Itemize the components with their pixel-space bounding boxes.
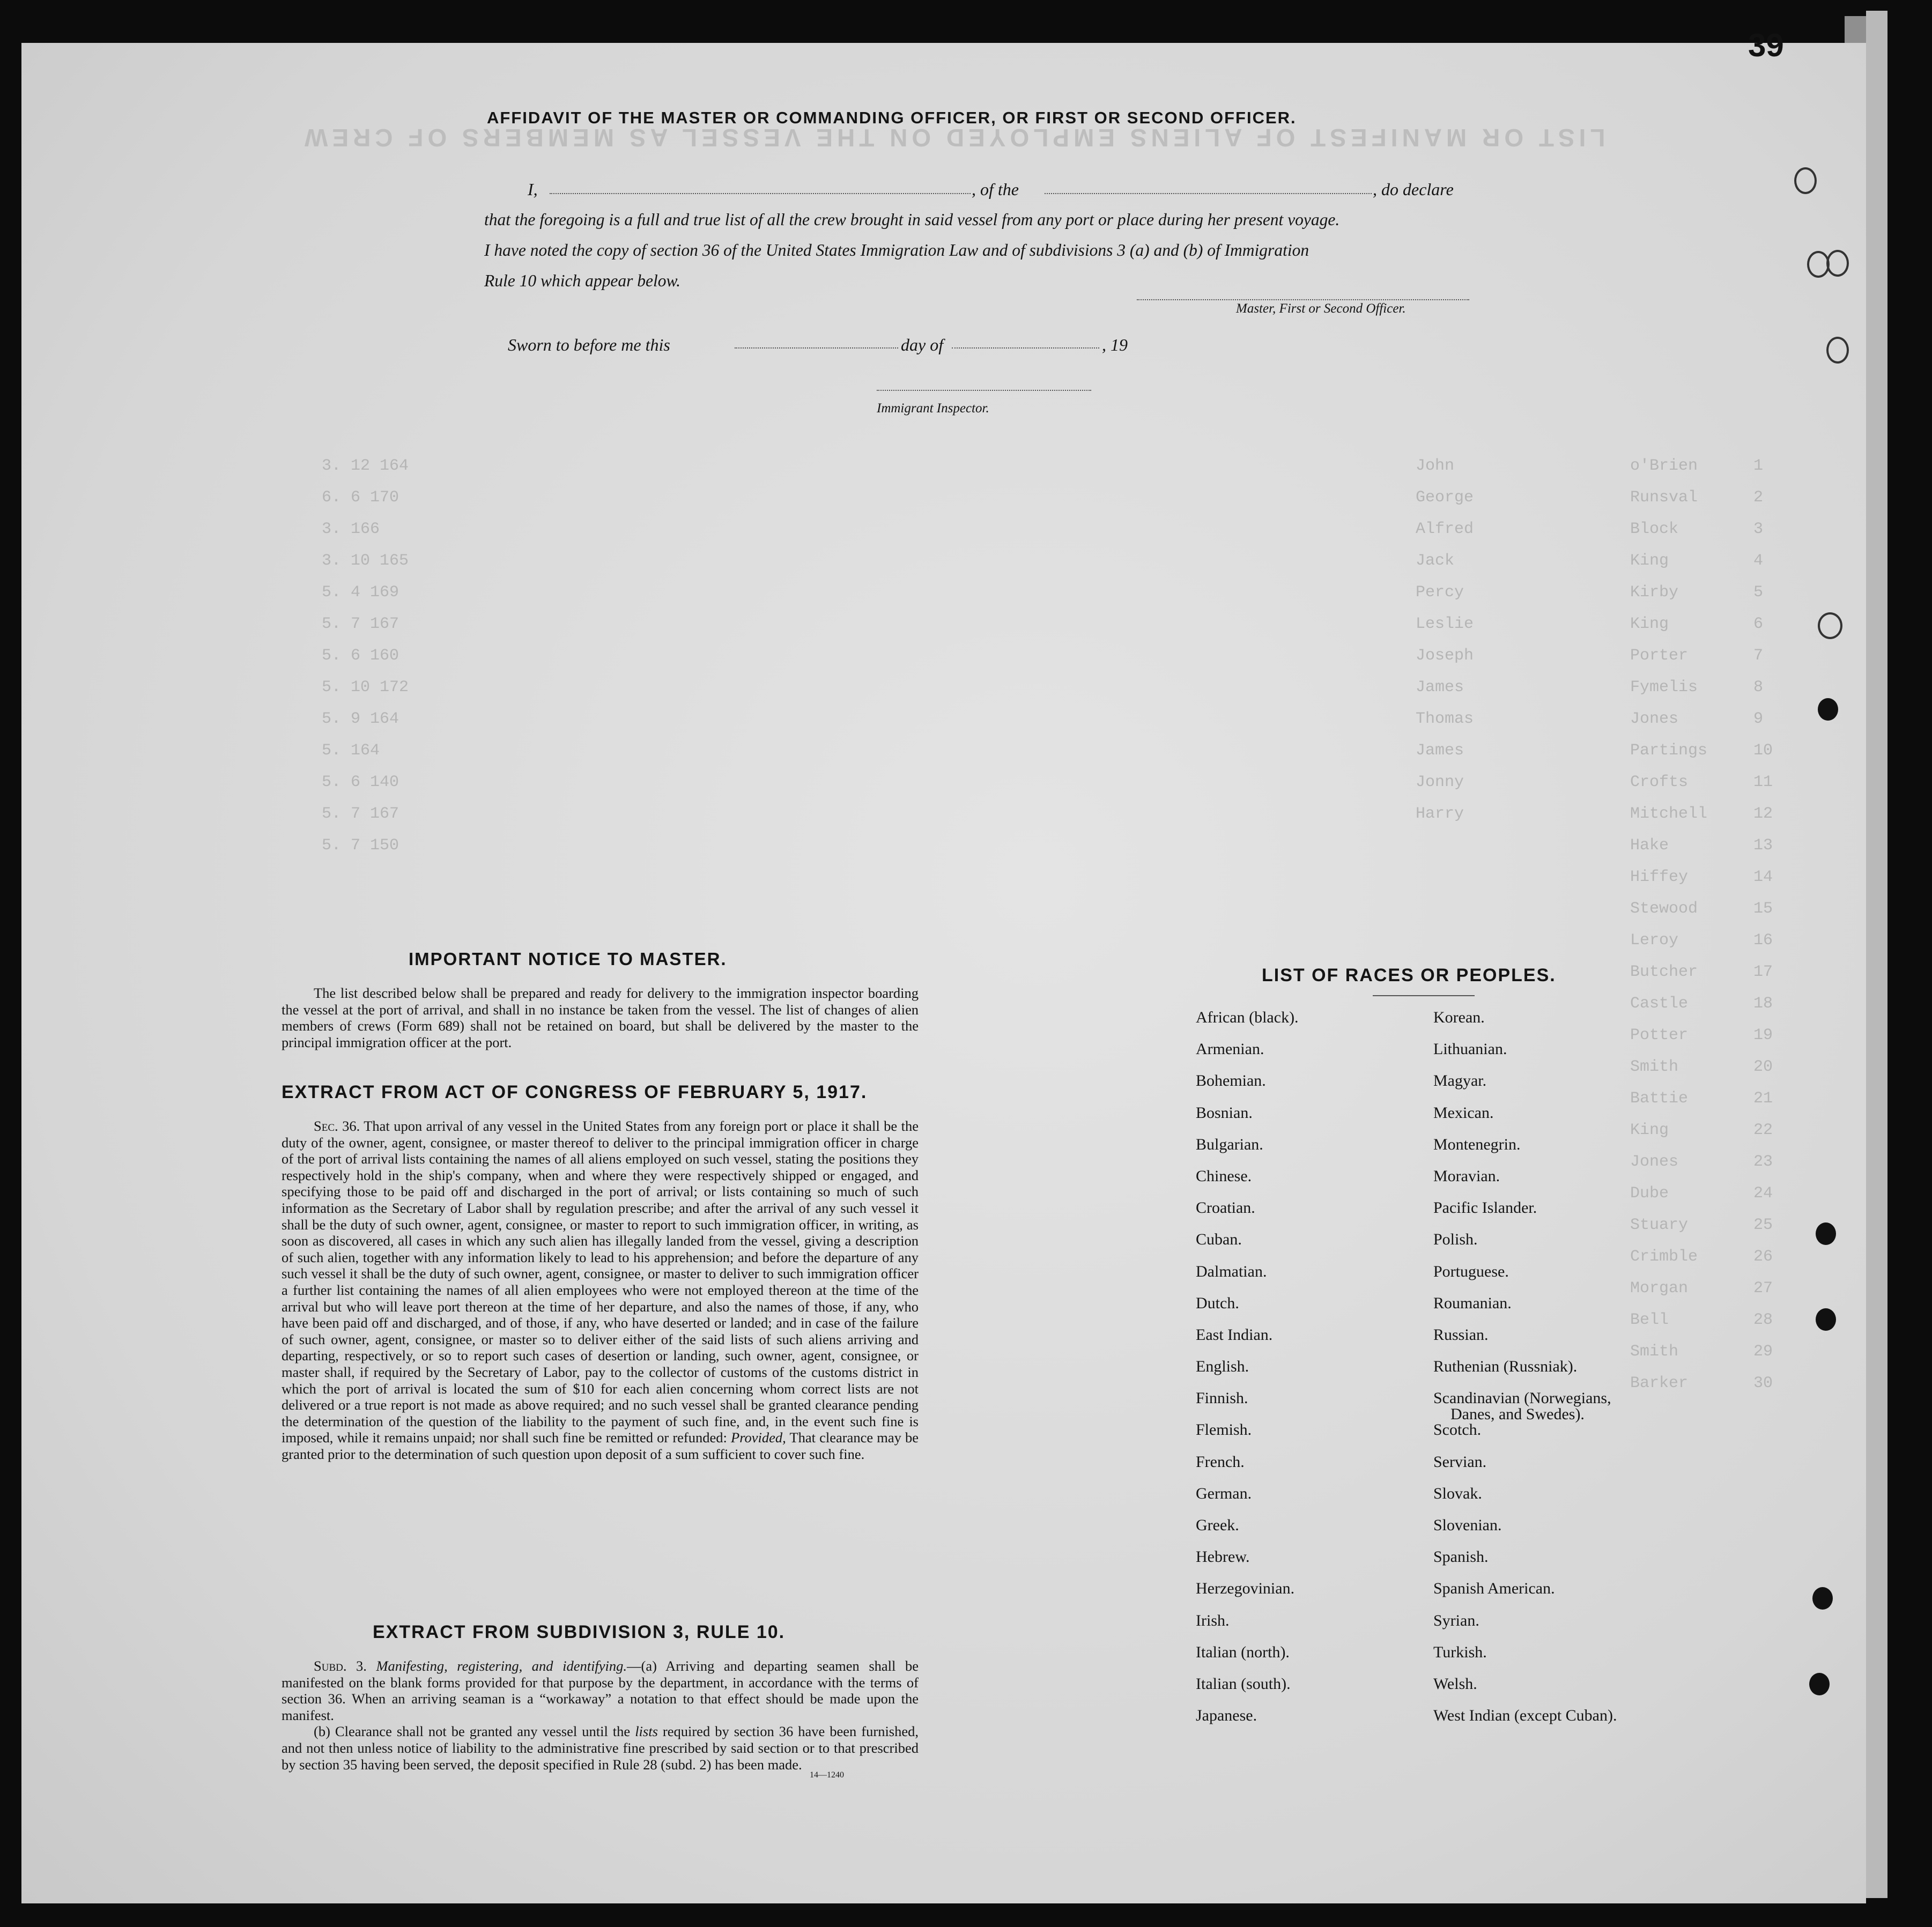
form-number: 14—1240 bbox=[810, 1770, 844, 1780]
race-item: Ruthenian (Russniak). bbox=[1433, 1358, 1578, 1376]
race-item: French. bbox=[1196, 1452, 1245, 1471]
race-item: Welsh. bbox=[1433, 1674, 1477, 1693]
race-item: Hebrew. bbox=[1196, 1548, 1250, 1566]
affidavit-line-3: I have noted the copy of section 36 of the United States Immigration Law and of subdivisions 3 (a) and (b) of Immigration bbox=[484, 241, 1309, 260]
bleed-through-row-numbers: 1 2 3 4 5 6 7 8 9 10 11 12 13 14 15 16 17 18 19 20 21 22 23 24 25 26 27 28 29 30 bbox=[1753, 457, 1773, 1392]
races-right-column bbox=[1433, 1010, 1617, 1739]
race-item: Greek. bbox=[1196, 1516, 1239, 1534]
punch-hole bbox=[1816, 1308, 1836, 1331]
race-item: Scotch. bbox=[1433, 1421, 1482, 1439]
race-item: Spanish American. bbox=[1433, 1580, 1555, 1598]
master-signature-field[interactable] bbox=[1137, 299, 1469, 300]
punch-hole bbox=[1826, 337, 1849, 364]
race-item: Slovak. bbox=[1433, 1484, 1482, 1502]
race-item: Dutch. bbox=[1196, 1294, 1239, 1312]
notice-title: IMPORTANT NOTICE TO MASTER. bbox=[409, 949, 727, 969]
race-item: Pacific Islander. bbox=[1433, 1199, 1537, 1217]
punch-hole bbox=[1794, 167, 1817, 194]
master-name-field[interactable] bbox=[550, 193, 971, 194]
race-item: Italian (north). bbox=[1196, 1643, 1290, 1661]
master-signature-label: Master, First or Second Officer. bbox=[1236, 301, 1406, 316]
day-of-label: day of bbox=[901, 335, 944, 354]
sworn-label: Sworn to before me this bbox=[508, 335, 670, 354]
punch-hole bbox=[1816, 1222, 1836, 1245]
race-item: Korean. bbox=[1433, 1009, 1485, 1026]
race-item: Lithuanian. bbox=[1433, 1040, 1507, 1058]
race-item: Japanese. bbox=[1196, 1707, 1257, 1725]
race-item: Scandinavian (Norwegians, Danes, and Swedes). bbox=[1433, 1390, 1617, 1422]
race-item: English. bbox=[1196, 1358, 1249, 1376]
race-item: Irish. bbox=[1196, 1611, 1230, 1629]
race-item: Polish. bbox=[1433, 1231, 1478, 1249]
bleed-through-column: 3. 12 164 6. 6 170 3. 166 3. 10 165 5. 4 169 5. 7 167 5. 6 160 5. 10 172 5. 9 164 5. 164 5. 6 140 5. 7 167 5. 7 150 bbox=[322, 457, 409, 855]
race-item: Bohemian. bbox=[1196, 1072, 1266, 1090]
race-item: Slovenian. bbox=[1433, 1516, 1502, 1534]
punch-hole bbox=[1818, 612, 1842, 639]
race-item: West Indian (except Cuban). bbox=[1433, 1707, 1617, 1725]
page-number: 39 bbox=[1748, 27, 1784, 63]
affidavit-i-label: I, bbox=[528, 180, 538, 199]
extract-act-body: Sec. 36. That upon arrival of any vessel in the United States from any foreign port or place it shall be the duty of the owner, agent, consignee, or master thereof to deliver to the principal immigration officer in charge of the port of arrival lists containing the names of all aliens employed on such vessel, stating the positions they respectively hold in the ship's company, when and where they were respectively shipped or engaged, and specifying those to be paid off and discharged in the port of arrival; or lists containing so much of such information as the Secretary of Labor shall by regulation prescribe; and after the arrival of any such vessel it shall be the duty of such owner, agent, consignee, or master to report to such immigration officer, in writing, as soon as discovered, all cases in which any such alien has illegally landed from the vessel, giving a description of such alien, together with any information likely to lead to his apprehension; and before the departure of any such vessel it shall be the duty of such owner, agent, consignee, or master to deliver to such immigration officer a further list containing the names of all alien employees who were not employed thereon at the time of the arrival but who will leave port thereon at the time of her departure, and also the names of those, if any, who have been paid off and discharged, and of those, if any, who have deserted or landed; and in case of the failure of such owner, agent, consignee, or master so to deliver either of the said lists of such aliens arriving and departing, respectively, or so to report such cases of desertion or landing, such owner, agent, consignee, or master shall, if required by the Secretary of Labor, pay to the collector of customs of the customs district in which the port of arrival is located the sum of $10 for each alien concerning whom correct lists are not delivered or a true report is not made as above required; and no such vessel shall be granted clearance pending the determination of the question of the liability to the payment of such fine, and, in the event such fine is imposed, while it remains unpaid; nor shall such fine be remitted or refunded: Provided, That clearance may be granted prior to the determination of such question upon deposit of a sum sufficient to cover such fine. bbox=[282, 1118, 919, 1462]
race-item: Magyar. bbox=[1433, 1072, 1487, 1090]
race-item: Spanish. bbox=[1433, 1548, 1489, 1566]
race-item: German. bbox=[1196, 1484, 1252, 1502]
extract-rule-body: Subd. 3. Manifesting, registering, and identifying.—(a) Arriving and departing seamen shall be manifested on the blank forms provided for that purpose by the department, in accordance with the terms of section 36. When an arriving seaman is a “workaway” a notation to that effect should be made upon the manifest. (b) Clearance shall not be granted any vessel until the lists required by section 36 have been furnished, and not then unless notice of liability to the administrative fine prescribed by said section or to that prescribed by section 35 having been served, the deposit specified in Rule 28 (subd. 2) has been made. bbox=[282, 1658, 919, 1773]
race-item: East Indian. bbox=[1196, 1325, 1273, 1344]
race-item: Mexican. bbox=[1433, 1103, 1494, 1122]
race-item: Syrian. bbox=[1433, 1611, 1479, 1629]
bleed-through-column: John George Alfred Jack Percy Leslie Joseph James Thomas James Jonny Harry bbox=[1416, 457, 1474, 823]
race-item: Turkish. bbox=[1433, 1643, 1487, 1661]
manifest-page bbox=[21, 27, 1866, 1903]
vessel-name-field[interactable] bbox=[1045, 193, 1372, 194]
affidavit-line-2: that the foregoing is a full and true list of all the crew brought in said vessel from any port or place during her present voyage. bbox=[484, 210, 1340, 229]
race-item: African (black). bbox=[1196, 1009, 1299, 1026]
race-item: Armenian. bbox=[1196, 1040, 1264, 1058]
race-item: Finnish. bbox=[1196, 1389, 1248, 1407]
sworn-month-field[interactable] bbox=[952, 347, 1099, 349]
sworn-day-field[interactable] bbox=[735, 347, 898, 349]
race-item: Bosnian. bbox=[1196, 1103, 1253, 1122]
punch-hole bbox=[1826, 250, 1849, 277]
extract-rule-title: EXTRACT FROM SUBDIVISION 3, RULE 10. bbox=[373, 1622, 786, 1642]
extract-act-title: EXTRACT FROM ACT OF CONGRESS OF FEBRUARY 5, 1917. bbox=[282, 1082, 868, 1102]
race-item: Moravian. bbox=[1433, 1167, 1500, 1185]
race-item: Croatian. bbox=[1196, 1199, 1255, 1217]
affidavit-do-declare-label: , do declare bbox=[1373, 180, 1454, 199]
affidavit-of-the-label: , of the bbox=[972, 180, 1019, 199]
notice-body: The list described below shall be prepared and ready for delivery to the immigration inspector boarding the vessel at the port of arrival, and shall in no instance be taken from the vessel. The list of changes of alien members of crews (Form 689) shall not be retained on board, but shall be delivered by the master to the principal immigration officer at the port. bbox=[282, 985, 919, 1050]
inspector-signature-field[interactable] bbox=[877, 390, 1091, 391]
race-item: Flemish. bbox=[1196, 1421, 1252, 1439]
race-item: Chinese. bbox=[1196, 1167, 1252, 1185]
races-title-rule bbox=[1373, 995, 1475, 996]
bleed-through-title: LIST OR MANIFEST OF ALIENS EMPLOYED ON THE VESSEL AS MEMBERS OF CREW bbox=[300, 124, 1605, 152]
race-item: Cuban. bbox=[1196, 1231, 1242, 1249]
affidavit-line-4: Rule 10 which appear below. bbox=[484, 271, 680, 290]
race-item: Italian (south). bbox=[1196, 1674, 1291, 1693]
scan-edge bbox=[1866, 11, 1887, 1898]
inspector-label: Immigrant Inspector. bbox=[877, 401, 989, 416]
races-title: LIST OF RACES OR PEOPLES. bbox=[1262, 965, 1556, 985]
year-label: , 19 bbox=[1102, 335, 1128, 354]
punch-hole bbox=[1812, 1587, 1833, 1610]
race-item: Montenegrin. bbox=[1433, 1135, 1521, 1153]
race-item: Bulgarian. bbox=[1196, 1135, 1263, 1153]
race-item: Portuguese. bbox=[1433, 1262, 1509, 1280]
race-item: Russian. bbox=[1433, 1325, 1489, 1344]
race-item: Roumanian. bbox=[1433, 1294, 1512, 1312]
race-item: Herzegovinian. bbox=[1196, 1580, 1295, 1598]
race-item: Servian. bbox=[1433, 1452, 1487, 1471]
bleed-through-rows: o'Brien Runsval Block King Kirby King Porter Fymelis Jones Partings Crofts Mitchell Hake Hiffey Stewood Leroy Butcher Castle Potter Smith Battie King Jones Dube Stuary Crimble Morgan Bell Smith Barker bbox=[1630, 457, 1708, 1392]
races-left-column bbox=[1196, 1010, 1299, 1739]
punch-hole bbox=[1809, 1673, 1830, 1695]
affidavit-title: AFFIDAVIT OF THE MASTER OR COMMANDING OFFICER, OR FIRST OR SECOND OFFICER. bbox=[487, 108, 1297, 127]
punch-hole bbox=[1818, 698, 1838, 721]
race-item: Dalmatian. bbox=[1196, 1262, 1267, 1280]
race-item-continuation: Danes, and Swedes). bbox=[1450, 1405, 1585, 1424]
